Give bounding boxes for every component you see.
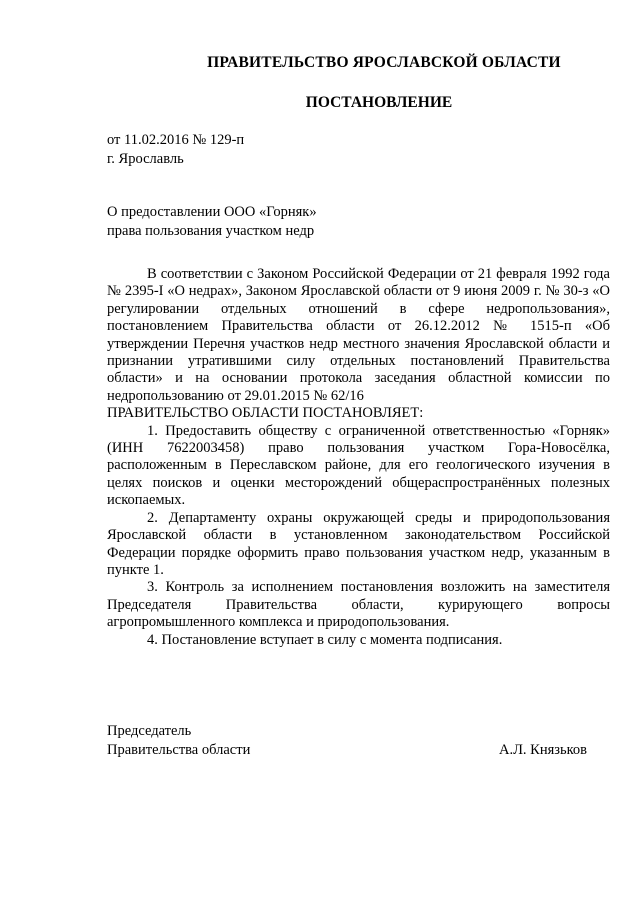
- signer-title-1: Председатель: [107, 723, 192, 739]
- document-subject: [107, 203, 317, 241]
- subject-line-2: права пользования участком недр: [107, 223, 315, 239]
- document-meta: [107, 131, 244, 169]
- preamble: В соответствии с Законом Российской Федерации от 21 февраля 1992 года № 2395-I «О недрах», Законом Ярославской области от 9 июня 2009 г. № 30-з «О регулировании отдельных отношений в сфере недропользования», постановлением Правительства области от 26.12.2012 № 1515-п «Об утверждении Перечня участков недр местного значения Ярославской области и признании утратившими силу отдельных постановлений Правительства области» и на основании протокола заседания областной комиссии по недропользованию от 29.01.2015 № 62/16: [107, 266, 610, 404]
- signer-title-2: Правительства области: [107, 742, 251, 758]
- city: г. Ярославль: [107, 151, 184, 167]
- item-2: 2. Департаменту охраны окружающей среды и природопользования Ярославской области в установленном законодательством Российской Федерации порядке оформить право пользования участком недр, указанным в пункте 1.: [107, 509, 610, 578]
- date-number: от 11.02.2016 № 129-п: [107, 132, 245, 148]
- subject-line-1: О предоставлении ООО «Горняк»: [107, 204, 317, 220]
- document-body: [107, 266, 610, 649]
- government-title: ПРАВИТЕЛЬСТВО ЯРОСЛАВСКОЙ ОБЛАСТИ: [207, 54, 561, 71]
- resolves-heading: ПРАВИТЕЛЬСТВО ОБЛАСТИ ПОСТАНОВЛЯЕТ:: [107, 405, 424, 422]
- signature-row: [107, 741, 587, 760]
- signer-name: А.Л. Князьков: [498, 742, 587, 758]
- signature-block: [107, 722, 587, 760]
- item-3: 3. Контроль за исполнением постановления возложить на заместителя Председателя Правительства области, курирующего вопросы агропромышленного комплекса и природопользования.: [107, 579, 610, 631]
- item-4: 4. Постановление вступает в силу с момента подписания.: [147, 631, 503, 648]
- item-1: 1. Предоставить обществу с ограниченной ответственностью «Горняк» (ИНН 7622003458) право пользования участком Гора-Новосёлка, расположенным в Переславском районе, для его геологического изучения в целях поисков и оценки месторождений общераспространённых полезных ископаемых.: [107, 422, 610, 509]
- document-type: ПОСТАНОВЛЕНИЕ: [305, 94, 453, 111]
